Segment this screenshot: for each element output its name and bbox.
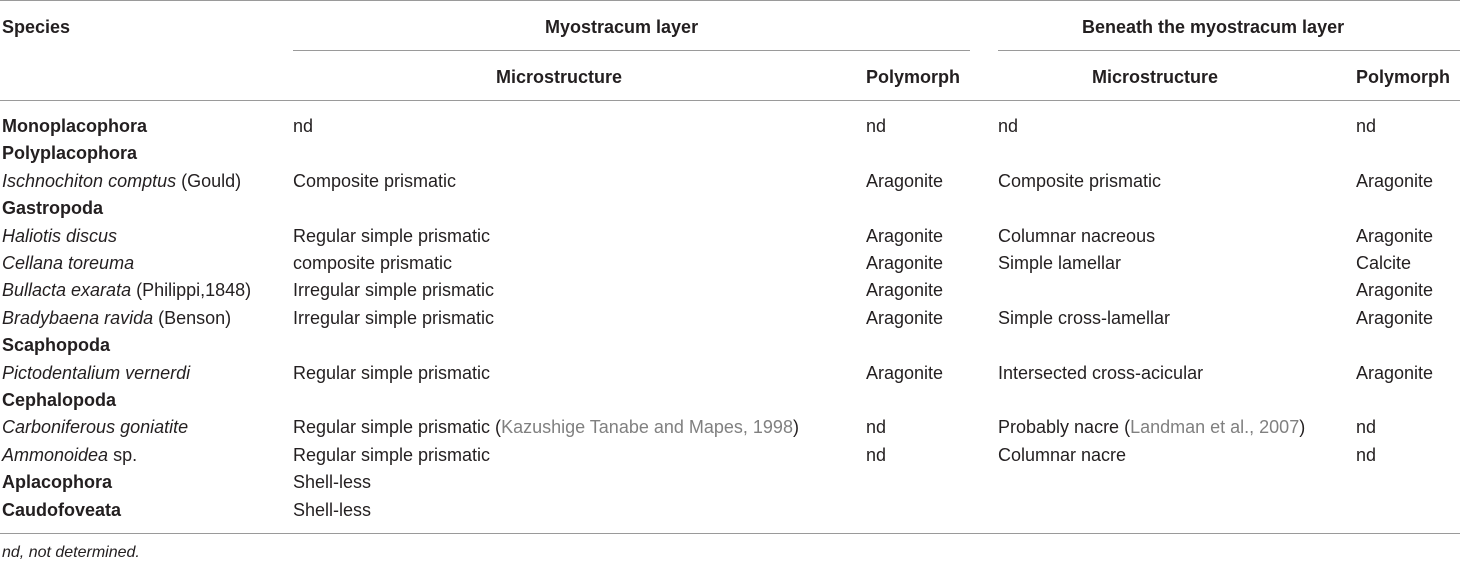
species-name: Bullacta exarata — [2, 280, 132, 301]
species-cell — [2, 307, 231, 329]
species-cell — [2, 252, 134, 274]
citation: Landman et al., 2007 — [1130, 417, 1300, 438]
microstructure-text: Shell-less — [293, 472, 372, 493]
species-cell — [2, 416, 188, 438]
myostracum-microstructure-cell — [293, 170, 456, 192]
species-cell — [2, 279, 251, 301]
species-cell: Polyplacophora — [2, 143, 138, 164]
table-bottom-rule — [0, 533, 1460, 534]
myostracum-group-rule — [293, 50, 970, 51]
microstructure-text: nd — [998, 116, 1019, 136]
myostracum-microstructure-cell — [293, 471, 371, 493]
beneath-polymorph-cell: Aragonite — [1356, 280, 1434, 301]
microstructure-text: Composite prismatic — [293, 170, 457, 191]
myostracum-microstructure-cell — [293, 252, 452, 274]
microstructure-text: Irregular simple prismatic — [293, 280, 495, 301]
species-name: Ischnochiton comptus — [2, 170, 177, 191]
microstructure-text: Probably nacre ( — [998, 417, 1131, 438]
myostracum-polymorph-header: Polymorph — [866, 67, 961, 87]
myostracum-microstructure-cell — [293, 115, 313, 137]
species-name: Haliotis discus — [2, 225, 118, 246]
citation-close: ) — [792, 417, 799, 438]
beneath-microstructure-cell — [998, 225, 1155, 247]
species-cell: Gastropoda — [2, 198, 104, 219]
microstructure-text: Simple cross-lamellar — [998, 307, 1171, 328]
species-cell: Aplacophora — [2, 472, 113, 493]
beneath-polymorph-cell: Aragonite — [1356, 307, 1434, 328]
beneath-microstructure-cell — [998, 170, 1161, 192]
species-cell: Monoplacophora — [2, 116, 147, 136]
beneath-microstructure-cell — [998, 416, 1305, 438]
species-author: sp. — [108, 444, 138, 465]
microstructure-text: Regular simple prismatic — [293, 362, 491, 383]
myostracum-microstructure-cell — [293, 225, 490, 247]
species-cell — [2, 170, 241, 192]
beneath-header: Beneath the myostracum layer — [1082, 17, 1345, 37]
species-name: Ammonoidea — [2, 444, 109, 465]
microstructure-text: Shell-less — [293, 499, 372, 520]
beneath-microstructure-header: Microstructure — [1092, 67, 1219, 87]
species-cell: Cephalopoda — [2, 390, 117, 410]
myostracum-polymorph-cell: Aragonite — [866, 280, 944, 301]
myostracum-microstructure-cell — [293, 416, 799, 438]
myostracum-microstructure-header: Microstructure — [496, 67, 623, 87]
beneath-polymorph-cell: Aragonite — [1356, 362, 1434, 383]
header-bottom-rule — [0, 100, 1460, 101]
myostracum-polymorph-cell: Aragonite — [866, 253, 944, 273]
species-name: Cellana toreuma — [2, 253, 135, 273]
beneath-microstructure-cell — [998, 115, 1018, 137]
species-cell: Scaphopoda — [2, 335, 111, 356]
citation-close: ) — [1299, 417, 1306, 438]
myostracum-polymorph-cell: nd — [866, 417, 887, 438]
beneath-polymorph-cell: Calcite — [1356, 253, 1412, 273]
myostracum-microstructure-cell — [293, 307, 494, 329]
species-cell — [2, 362, 190, 384]
microstructure-text: Regular simple prismatic ( — [293, 417, 502, 438]
myostracum-polymorph-cell: Aragonite — [866, 170, 944, 191]
myostracum-microstructure-cell — [293, 279, 494, 301]
microstructure-text: Composite prismatic — [998, 170, 1162, 191]
microstructure-text: Simple lamellar — [998, 253, 1122, 273]
species-author: (Gould) — [176, 170, 242, 191]
species-cell — [2, 444, 137, 466]
beneath-microstructure-cell — [998, 252, 1121, 274]
footnote: nd, not determined. — [2, 544, 140, 561]
species-name: Pictodentalium vernerdi — [2, 362, 191, 383]
species-cell: Caudofoveata — [2, 499, 122, 520]
microstructure-text: Irregular simple prismatic — [293, 307, 495, 328]
species-author: (Philippi,1848) — [131, 280, 252, 301]
beneath-polymorph-cell: Aragonite — [1356, 225, 1434, 246]
species-name: Bradybaena ravida — [2, 307, 154, 328]
myostracum-polymorph-cell: Aragonite — [866, 362, 944, 383]
beneath-polymorph-cell: nd — [1356, 417, 1377, 438]
beneath-polymorph-cell: nd — [1356, 116, 1377, 136]
myostracum-polymorph-cell: Aragonite — [866, 225, 944, 246]
species-cell — [2, 225, 117, 247]
microstructure-text: Regular simple prismatic — [293, 225, 491, 246]
beneath-polymorph-cell: nd — [1356, 444, 1377, 465]
beneath-polymorph-cell: Aragonite — [1356, 170, 1434, 191]
beneath-microstructure-cell — [998, 307, 1170, 329]
citation: Kazushige Tanabe and Mapes, 1998 — [501, 417, 793, 438]
myostracum-microstructure-cell — [293, 499, 371, 521]
beneath-group-rule — [998, 50, 1460, 51]
myostracum-microstructure-cell — [293, 444, 490, 466]
microstructure-text: nd — [293, 116, 314, 136]
microstructure-text: Columnar nacreous — [998, 225, 1156, 246]
myostracum-header: Myostracum layer — [545, 17, 699, 37]
myostracum-polymorph-cell: nd — [866, 116, 887, 136]
microstructure-text: Regular simple prismatic — [293, 444, 491, 465]
microstructure-text: Intersected cross-acicular — [998, 362, 1204, 383]
microstructure-text: Columnar nacre — [998, 444, 1127, 465]
species-header: Species — [2, 17, 71, 37]
beneath-polymorph-header: Polymorph — [1356, 67, 1451, 87]
myostracum-microstructure-cell — [293, 362, 490, 384]
top-rule — [0, 0, 1460, 1]
species-author: (Benson) — [153, 307, 232, 328]
myostracum-polymorph-cell: nd — [866, 444, 887, 465]
microstructure-text: composite prismatic — [293, 253, 453, 273]
beneath-microstructure-cell — [998, 444, 1126, 466]
myostracum-polymorph-cell: Aragonite — [866, 307, 944, 328]
species-name: Carboniferous goniatite — [2, 417, 189, 438]
beneath-microstructure-cell — [998, 362, 1203, 384]
